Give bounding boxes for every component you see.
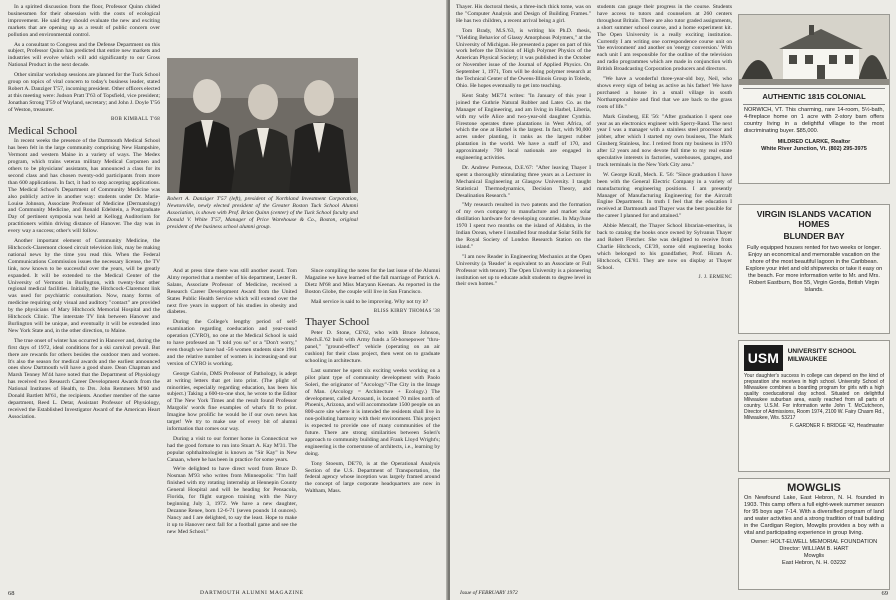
ad-address-line: East Hebron, N. H. 03232 — [781, 560, 847, 566]
paragraph: "I am now Reader in Engineering Mechanics at the Open University (a 'Reader' is equivalent to an Associate or Full Professor with tenure). The Open University is a pioneering institution set up to educate adult students to degree level in their own homes." — [456, 253, 591, 288]
paragraph: Since compiling the notes for the last issue of the Alumni Magazine we have learned of the fall marriage of Patrick A. Dietz M'68 and Miss Maryann Keenan. As reported in the Boston Globe, the couple will live in San Francisco. — [305, 268, 440, 295]
right-column-1 — [456, 4, 591, 590]
page-number-right: 69 — [881, 590, 888, 597]
magazine-name: DARTMOUTH ALUMNI MAGAZINE — [200, 590, 304, 596]
byline: BOB KIMBALL T'68 — [110, 116, 160, 122]
page-number-left: 68 — [8, 590, 15, 597]
ad-signature: F. GARDNER F. BRIDGE '42, Headmaster — [789, 423, 884, 429]
ad-director — [739, 546, 889, 553]
paragraph: As a consultant to Congress and the Defense Department on this subject, Professor Quinn has predicted that entire new markets and industries will evolve which will add significantly to our Gross National Product in the next decade. — [8, 41, 160, 69]
paragraph: Another important element of Community Medicine, the Hitchcock-Claremont closed circuit television link, may be making national news by the time you read this. When the Federal Communications Commission issues the necessary license, the TV link, now known to be successful over the years, will be greatly expanded. It will be extended to the Medical Center of the University of Vermont in Burlington, with twenty-four other regional medical facilities. Initially, the Hitchcock-Claremont link was used for psychiatric consultation. Now, many forms of medicine requiring only visual and auditory "contact" are provided by the physicians of Mary Hitchcock Memorial Hospital and the Hitchcock Clinic. The interstate TV link between Hanover and Burlington will be unique, and eventually it will be extended into New York State and, in the other direction, to Maine. — [8, 238, 160, 334]
director-name: WILLIAM B. HART — [802, 546, 849, 552]
paragraph: During the College's lengthy period of self-examination regarding coeducation and year-round operation (CYRO), no one at the Medical School is said to have professed an "I told you so" or a "Don't worry," even though we have had -56 women students since 1961 and the relative number of women is increasing-and our version of CYRO is working. — [167, 319, 297, 367]
paragraph: Tony Stoeum, DE'70, is at the Operational Analysis Section of the U.S. Department of Transportation, the federal agency whose inception was largely framed around the concept of large corporate headquarters are now in Waltham, Mass. — [305, 460, 440, 495]
left-column-3 — [305, 268, 440, 590]
ad-body: On Newfound Lake, East Hebron, N. H. founded in 1903. This camp offers a full eight-week summer season for 95 boys age 7-14. With a diversified program of land and water activities and a strong tradition of trail building in the Cardigan Region, Mowglis provides a boy with a vital and participating experience in group living. — [744, 495, 885, 536]
section-heading-medical: Medical School — [8, 124, 78, 137]
ad-contact-name: MILDRED CLARKE, Realtor — [777, 139, 851, 145]
paragraph: Mark Ginsberg, EE '56: "After graduation I spent one year as an electronics engineer with Sperry-Rand. The next year I was a manager with a stainless steel processor and jobber, after which I started my own business, The Mark Ginsberg Stainless, Inc. I retired from my business in 1970 after 12 years and now devote full time to my real estate speculative interests in factories, warehouses, garages, and truck terminals in the New York City area." — [597, 113, 732, 168]
ad-mowglis — [738, 478, 890, 590]
ad-subtitle: BLUNDER BAY — [783, 231, 845, 241]
paragraph: Mail service is said to be improving. Why not try it? — [311, 298, 429, 305]
photo-three-men — [167, 58, 358, 193]
paragraph: And at press time there was still another award. Tom Almy reported that a member of his department, Lester R. Salans, Associate Professor of Medicine, received a Research Career Development Award from the United States Public Health Service which will extend over the next five years in support of his studies in obesity and diabetes. — [167, 268, 297, 316]
usm-logo: USM — [744, 345, 783, 371]
paragraph: Abbie Metcalf, the Thayer School librarian-emeritus, is back to catalog the books once owned by Sylvanus Thayer and Robert Fletcher. She was delighted to receive from Charlie Hitchcock, CE'39, some old engineering books which belonged to his grandfather, Prof. Hiram A. Hitchcock, CE'81. They are now on display at Thayer School. — [597, 223, 732, 271]
ad-body: NORWICH, VT. This charming, rare 14-room, 5½-bath, 4-fireplace home on 1 acre with 2-story barn offers country living in a delightful village to the most discriminating buyer. $85,000. — [744, 107, 884, 134]
paragraph: The true onset of winter has occurred in Hanover and, during the first days of 1972, ideal conditions for a ski carnival prevail. But there are rewards for others besides the outdoor men and women. It's also the season for medical awards and the earliest announced ones show Dartmouth will have a good share. Dean Chapman and Marsh Tenney M'44 have noted that the Department of Physiology has received two Research Career Development Awards from the National Institutes of Health, to Drs. John Remmers M'60 and Donald Bartlett M'61, the recipients. Another member of the same department, Reed L. Detar, Assistant Professor of Physiology, received the Established Investigator Award of the American Heart Association. — [8, 337, 160, 420]
left-column-1 — [8, 4, 160, 590]
paragraph: students can gauge their progress in the course. Students have access to tutors and counselors at 260 centers throughout Britain. There are also tutor graded assignments, a short summer school course, and a home experiment kit. The Open University is a really exciting institution. Currently I am writing one correspondence course unit on 'the environment' and another on 'energy conversion.' With each unit I am responsible for the outline of the television and radio programmes which are made in conjunction with British Broadcasting Corporation producers and directors. — [597, 4, 732, 73]
paragraph: "My research resulted in two patents and the formation of my own company to manufacture and market solar distillation hardware for developing countries. In May/June 1970 I spent two months on the island of Aldabra, in the Indian Ocean, where I installed four modular Solar Stills for the Royal Society of London Research Station on the island." — [456, 202, 591, 250]
right-page — [450, 0, 896, 600]
ad-title: AUTHENTIC 1815 COLONIAL — [743, 88, 885, 105]
paragraph: Last summer he spent six exciting weeks working on a pilot plant type of community development with Paolo Soleri, the originator of "Arcology"-The City in the Image of Man. (Arcology = Architecture + Ecology.) The development, called Arcosanti, is located 70 miles north of Phoenix, Arizona, and will accommodate 1500 people on an 800-acre site where it is intended the residents shall live in non-polluting harmony with their environment. This project is expected to provide one of many communities of the future. There are strong similarities between Soleri's approach to community building and Frank Lloyd Wright's; engineering is the cornerstone of architects, i.e., learning by doing. — [305, 367, 440, 457]
paragraph: Thayer. His doctoral thesis, a three-inch thick tome, was on the "Computer Analysis and Design of Building Frames." He has two children, a recent arrival being a girl. — [456, 4, 591, 24]
left-column-2 — [167, 268, 297, 590]
paragraph: In a spirited discussion from the floor, Professor Quinn chided businessmen for their obsession with the costs of ecological improvement. He said they should evaluate the new and exciting markets that are opening up as a result of public concern over pollution and environmental control. — [8, 4, 160, 38]
ad-title: VIRGIN ISLANDS VACATION HOMES — [756, 209, 872, 229]
paragraph: We're delighted to have direct word from Bruce D. Nosman M'93 who writes from Minneapolis: "I'm half finished with my rotating internship at Hennepin County General Hospital and will be heading for Pensacola, Florida, for flight surgeon training with the Navy beginning July 3, 1972. We have a new daughter, Dezanne Renee, born 12-6-71 (seven pounds 14 ounces). Nancy and I are delighted, to say the least. Hope to make it up to Hanover next fall for a football game and see the new Med School." — [167, 466, 297, 535]
ad-authentic-colonial — [738, 14, 890, 184]
ad-body: Fully equipped houses rented for two weeks or longer. Enjoy an economical and memorable vacation on the shore of the most beautiful lagoon in the Caribbean. Explore your inlet and old shipwrecks or take it easy on the beach. For more information write to Mr. and Mrs. Robert Eastburn, Box 55, Virgin Gorda, British Virgin Islands. — [745, 245, 883, 293]
paragraph: Kent Staby ME'74 writes: "In January of this year I joined the Guthrie Natural Rubber and Latex Co. as the Manager of Engineering, and am living in Harbel, Liberia, with my wife Alice and two-year-old daughter Cynthia. Firestone operates three plantations in West Africa, of which the one at Harbel is the largest. In fact, with 90,000 acres under planting, it ranks as the largest rubber plantation in the world. We have a staff of 170, and approximately 700 local nationals are engaged in engineering activities. — [456, 92, 591, 162]
ad-contact-address: White River Junction, Vt. (802) 295-3975 — [761, 146, 867, 152]
right-column-2 — [597, 4, 732, 590]
section-heading-thayer: Thayer School — [305, 316, 370, 329]
paragraph: During a visit to our former home in Connecticut we had the good fortune to run into Stuart A. Kay M'31. The popular ophthalmologist is known as "Sir Kay" in New Canaan, where he has been in practice for some years. — [167, 435, 297, 463]
ad-owner: Owner: HOLT-ELWELL MEMORIAL FOUNDATION — [750, 539, 878, 545]
house-photo — [739, 15, 889, 85]
ad-virgin-islands — [738, 204, 890, 334]
byline: BLISS KIRBY THOMAS '38 — [373, 308, 440, 314]
paragraph: Peter D. Stone, CE'62, who with Bruce Johnson, Mech.E.'62 built with Army funds a 50-horsepower "thru-panel," "ground-effect" vehicle (operating on an air cushion) for their class project, then went on to graduate schooling in architecture. — [305, 330, 440, 364]
paragraph: "We have a wonderful three-year-old boy, Neil, who shows every sign of being as active as his father! We have purchased a house in a small village in south Northamptonshire and find that we are back to the grass roots of life." — [597, 76, 732, 110]
paragraph: W. George Krall, Mech. E. '56: "Since graduation I have been with the General Electric Company in a variety of manufacturing engineering positions. I am presently Manager of Manufacturing Engineering for the Aircraft Engine Department. In truth I feel that the education I received at Dartmouth and Thayer was the best possible for the career I planned for and attained." — [597, 171, 732, 220]
paragraph: Dr. Andrew Porteous, D.E.'67: "After leaving Thayer I spent a thoroughly stimulating three years as a Lecturer in Mechanical Engineering at Glasgow University. I taught Statistical Thermodynamics, Decision Theory, and Desalination Research." — [456, 164, 591, 199]
paragraph: George Galvin, DMS Professor of Pathology, is adept at writing letters that get into print. (The plight of minorities, especially regarding education, has been his subject.) Taking a 600-to-one shot, he wrote to the Editor of The New York Times and the result found Professor Margolis' words fine examples of what's fit to print. Imagine how prolific he would be if our own news has target! We try to make use of every bit of alumni information that comes our way. — [167, 370, 297, 432]
byline: J. J. ERMENC — [698, 274, 732, 280]
ad-title: MOWGLIS — [787, 482, 841, 494]
ad-header — [739, 341, 889, 371]
paragraph: In recent weeks the presence of the Dartmouth Medical School has been felt in the large community comprising New Hampshire, Vermont and western Maine in a variety of ways. The Medex program, which trains veteran military Medical Corpsmen and others to be physicians' assistants, has announced a class for its second class and has chosen twenty-odd participants from more than 600 applications. In fact, it had to stop accepting applications. The Medical School's Department of Community Medicine was also publicly active in another way: students under Dr. Marie-Louise Johnson, Associate Professor of Medicine (Dermatology) and Community Medicine, and Ronald Edelstein, a Postgraduate Day of pertinent symposia was held at Kellogg Auditorium for practitioners within driving distance of Hanover. The day was in every way a success; other's will follow. — [8, 138, 160, 235]
ad-address-line: Mowglis — [803, 553, 825, 559]
paragraph: Other similar workshop sessions are planned for the Tuck School group on topics of vital concern to today's business leader, stated Robert A. Danziger T'57, incoming president. Other officers elected at this meeting were: Judson Pratt T'63 of Topsfield, vice president; Jonathan Strong T'59 of Wayland, secretary; and John J. Doyle T'56 of Weston, treasurer. — [8, 72, 160, 113]
ad-title: UNIVERSITY SCHOOL MILWAUKEE — [787, 348, 857, 363]
ad-body: Your daughter's success in college can depend on the kind of preparation she receives in high school. University School of Milwaukee combines a boarding program for girls with a high quality coeducational day school. Situated on delightful Milwaukee suburban area, easily reached from all parts of country. U.S.M. For information write John T. McCutcheon, Director of Admissions, Room 1974, 2100 W. Fairy Chasm Rd., Milwaukee, Wis. 53217 — [744, 373, 884, 421]
issue-date: Issue of FEBRUARY 1972 — [460, 590, 518, 596]
director-label: Director: — [779, 546, 801, 552]
photo-caption: Robert A. Danziger T'57 (left), president of Northland Investment Corporation, Newtonville, newly elected president of the Greater Boston Tuck School Alumni Association, is shown with Prof. Brian Quinn (center) of the Tuck School faculty and Donald V. White T'57, Manager of Price Warehouse & Co., Boston, original president of the business school alumni group. — [167, 196, 358, 230]
ad-university-school — [738, 340, 890, 472]
paragraph: Tom Brady, M.S.'63, is writing his Ph.D. thesis, "Yielding Behavior of Glassy Amorphous Polymers," at the University of Michigan. He presented a paper on part of this work before the Division of High Polymer Physics of the American Physical Society; it was published in the October or November issue of the Journal of Applied Physics. On September 1, 1971, Tom will be doing polymer research at the Technical Center of the Owens-Illinois Group in Toledo, Ohio. He hopes eventually to get into teaching. — [456, 27, 591, 89]
